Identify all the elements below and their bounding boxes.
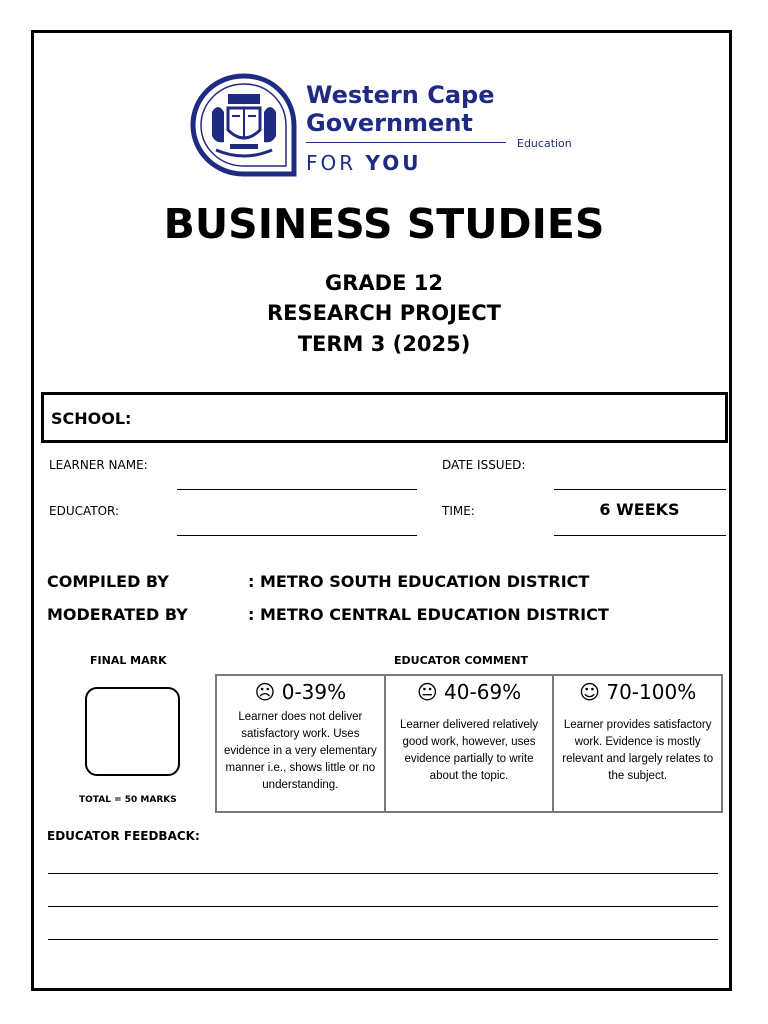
educator-comment-table	[215, 674, 723, 813]
school-field[interactable]	[41, 392, 728, 443]
educator-field[interactable]	[177, 535, 417, 536]
moderated-by-value: : METRO CENTRAL EDUCATION DISTRICT	[248, 605, 609, 624]
band-description: Learner does not deliver satisfactory work. Uses evidence in a very elementary manner i.e., shows little or no understanding.	[223, 711, 377, 791]
band-range: 40-69%	[444, 680, 522, 704]
org-name-line1: Western Cape	[306, 81, 495, 109]
final-mark-label: FINAL MARK	[90, 654, 167, 667]
grade-label: GRADE 12	[325, 271, 443, 295]
feedback-line[interactable]	[48, 939, 718, 940]
smile-face-icon: ☺	[579, 680, 600, 704]
educator-label: EDUCATOR:	[49, 504, 120, 518]
logo-divider	[306, 142, 506, 143]
org-name-line2: Government	[306, 109, 473, 137]
slogan-part1: FOR	[306, 151, 357, 175]
slogan-part2: YOU	[365, 151, 422, 175]
time-field-line	[554, 535, 726, 536]
neutral-face-icon: 😐	[416, 680, 438, 704]
learner-name-label: LEARNER NAME:	[49, 458, 148, 472]
compiled-by-label: COMPILED BY	[47, 572, 169, 591]
date-issued-field[interactable]	[554, 489, 726, 490]
feedback-line[interactable]	[48, 906, 718, 907]
coat-of-arms-logo	[188, 72, 300, 178]
department-label: Education	[517, 137, 572, 150]
slogan	[306, 151, 422, 175]
project-label: RESEARCH PROJECT	[266, 301, 501, 325]
band-range: 0-39%	[281, 680, 347, 704]
time-label: TIME:	[442, 504, 475, 518]
learner-name-field[interactable]	[177, 489, 417, 490]
educator-feedback-label: EDUCATOR FEEDBACK:	[47, 829, 200, 843]
document-title: BUSINESS STUDIES	[163, 200, 605, 248]
feedback-line[interactable]	[48, 873, 718, 874]
band-range: 70-100%	[606, 680, 697, 704]
final-mark-box[interactable]	[85, 687, 180, 776]
comment-band-high[interactable]	[554, 676, 721, 811]
total-marks-label: TOTAL = 50 MARKS	[79, 795, 177, 805]
comment-band-low[interactable]	[217, 676, 386, 811]
educator-comment-label: EDUCATOR COMMENT	[394, 654, 529, 667]
time-value: 6 WEEKS	[599, 500, 680, 519]
band-description: Learner delivered relatively good work, however, uses evidence partially to write about the topic.	[399, 719, 539, 782]
date-issued-label: DATE ISSUED:	[442, 458, 526, 472]
school-label: SCHOOL:	[51, 409, 132, 428]
term-label: TERM 3 (2025)	[297, 332, 471, 356]
frown-face-icon: ☹	[254, 680, 276, 704]
comment-band-mid[interactable]	[386, 676, 555, 811]
moderated-by-label: MODERATED BY	[47, 605, 188, 624]
band-description: Learner provides satisfactory work. Evidence is mostly relevant and largely relates to the subject.	[562, 719, 714, 782]
compiled-by-value: : METRO SOUTH EDUCATION DISTRICT	[248, 572, 590, 591]
